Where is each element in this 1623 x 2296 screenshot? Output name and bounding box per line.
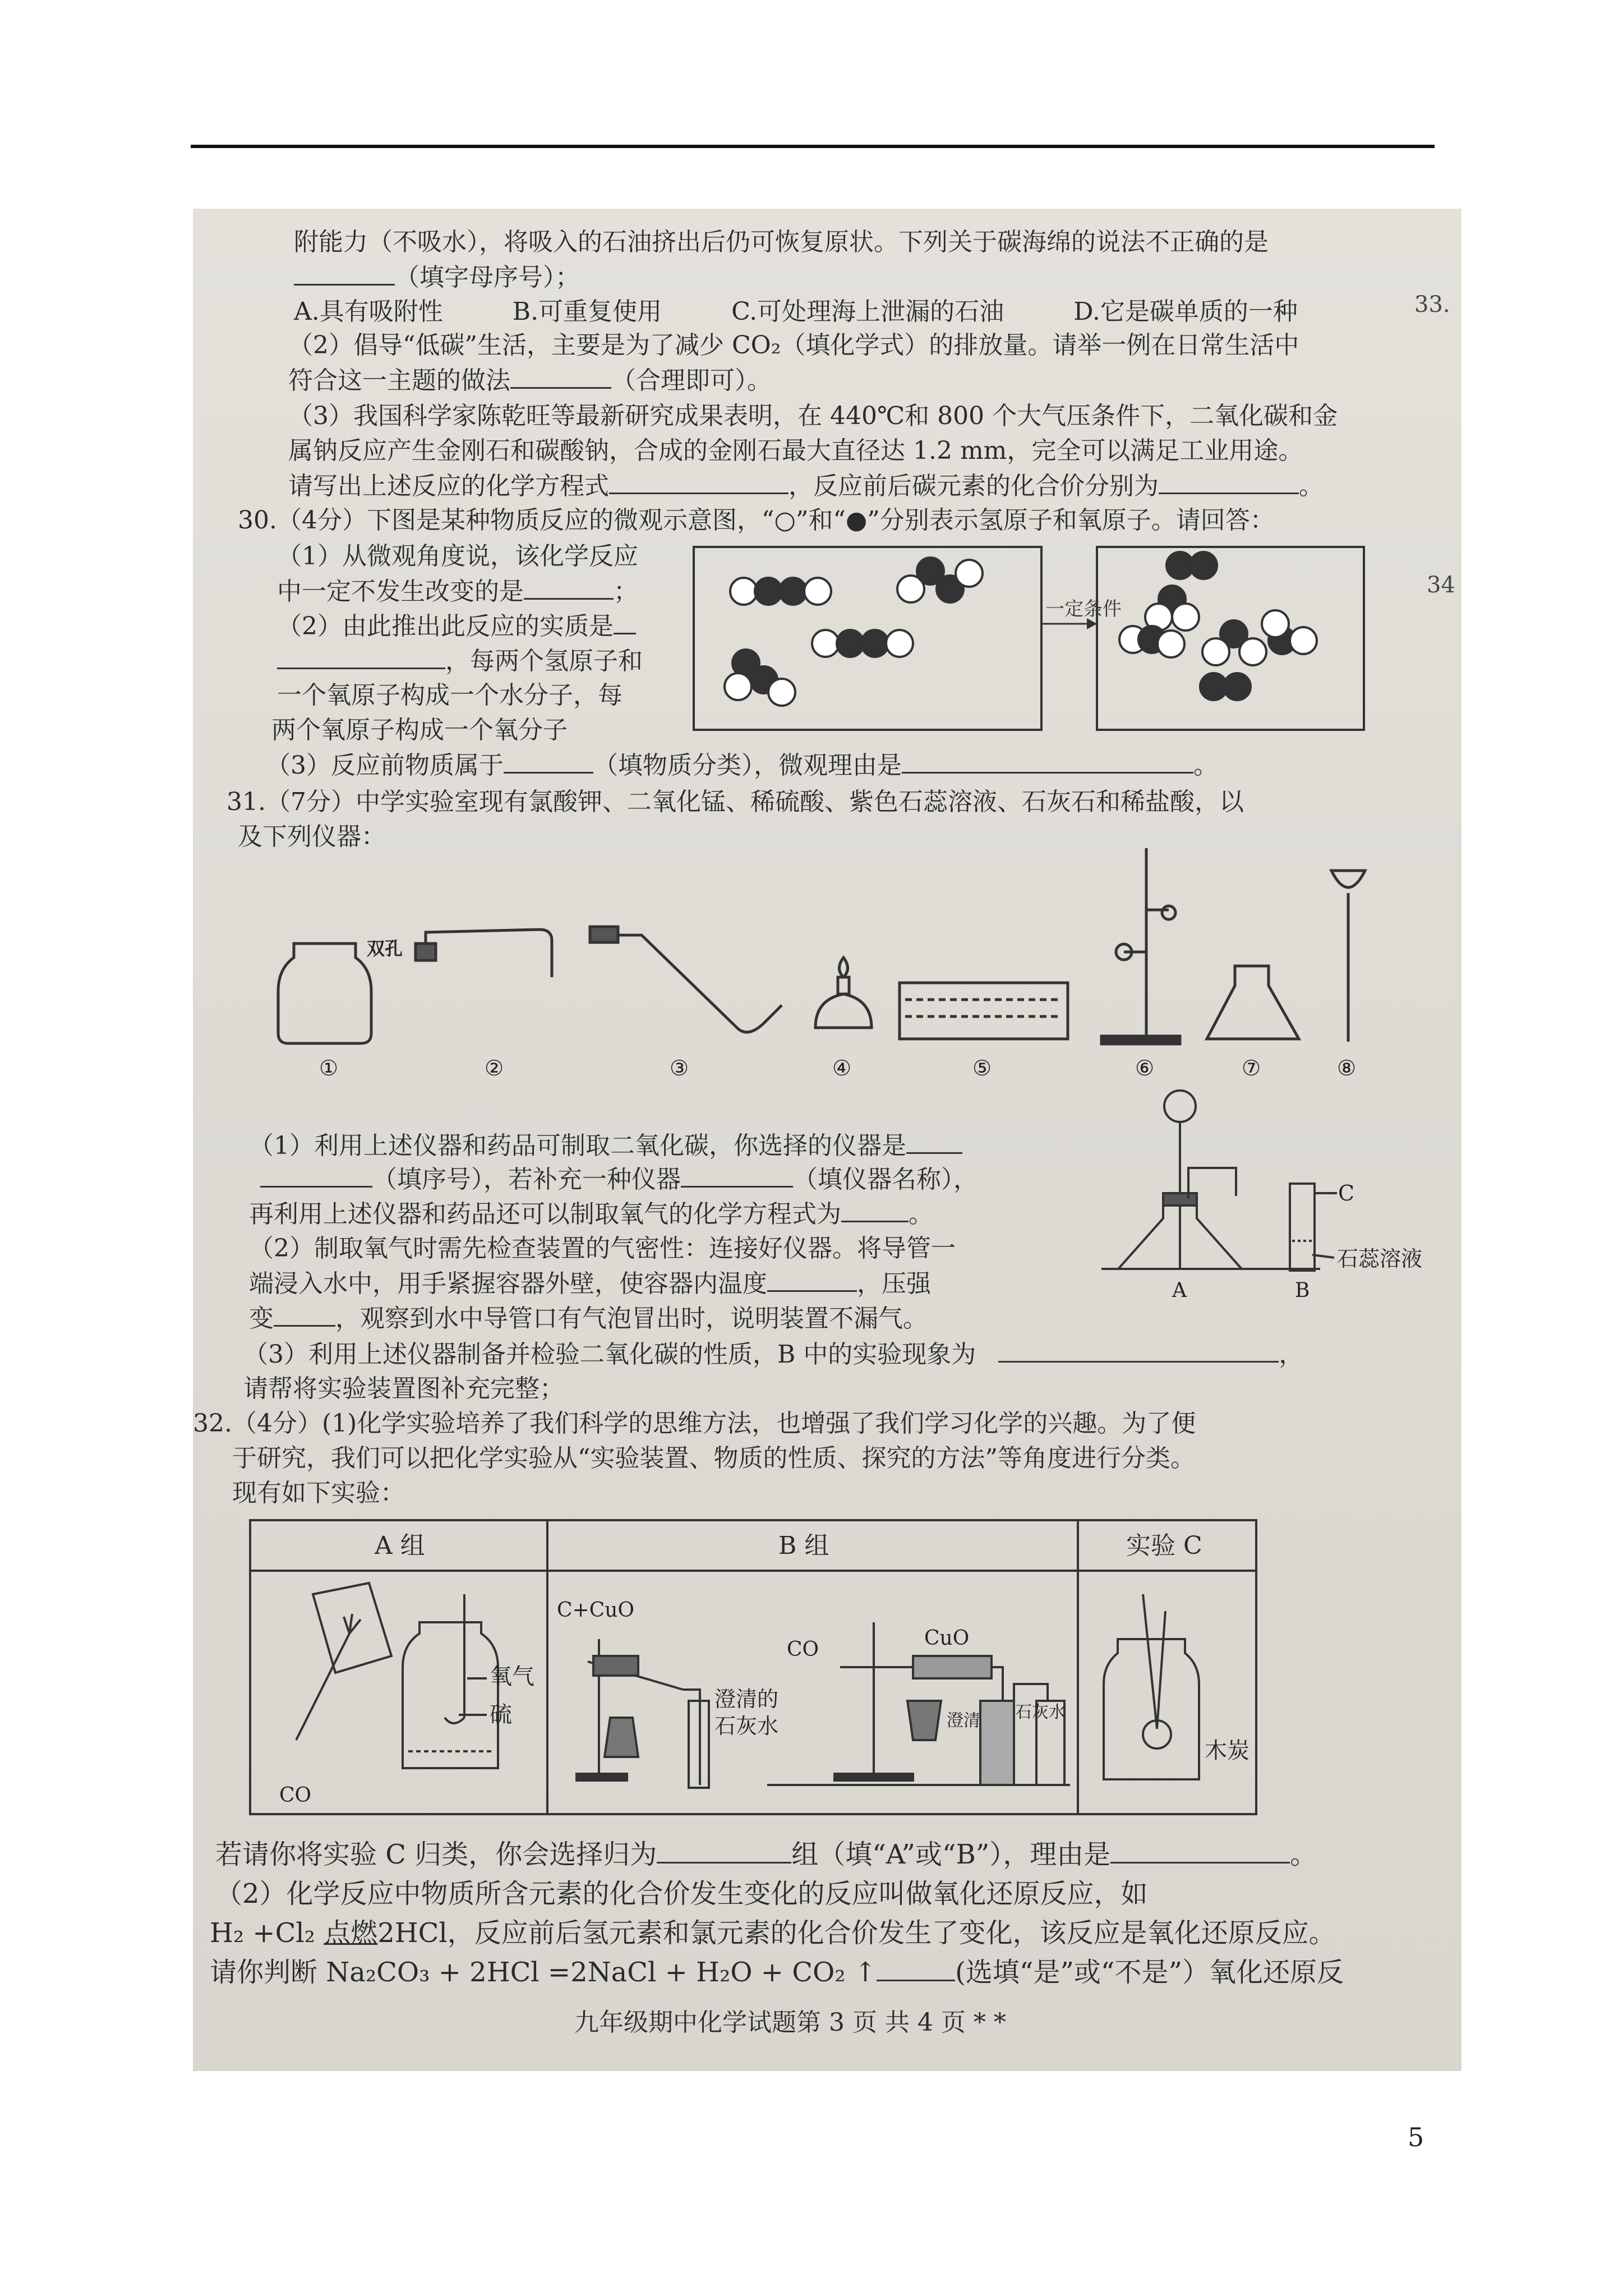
q29-options bbox=[294, 295, 1298, 329]
margin-label-34: 34 bbox=[1427, 572, 1455, 598]
q30-line1: （1）从微观角度说，该化学反应 bbox=[277, 542, 638, 570]
alcohol-lamp-icon bbox=[815, 958, 872, 1028]
apparatus-numbers bbox=[319, 1056, 1356, 1080]
label-a: A bbox=[1172, 1279, 1187, 1302]
q30-line6: 两个氧原子构成一个氧分子 bbox=[271, 716, 568, 744]
label-co-b: CO bbox=[787, 1638, 819, 1661]
label-b: B bbox=[1295, 1279, 1310, 1302]
q31-part3-line2: 请帮将实验装置图补充完整； bbox=[243, 1374, 564, 1403]
label-limewater2: 石灰水 bbox=[714, 1714, 779, 1738]
exam-photo bbox=[193, 209, 1461, 2071]
apparatus-row bbox=[249, 843, 1371, 1089]
label-c-cuo: C+CuO bbox=[557, 1599, 634, 1622]
num-7: ⑦ bbox=[1242, 1056, 1261, 1080]
option-a: A.具有吸附性 bbox=[294, 297, 443, 326]
two-hole-label: 双孔 bbox=[367, 938, 403, 959]
q29-part3-line3: 请写出上述反应的化学方程式 ，反应前后碳元素的化合价分别为 。 bbox=[288, 469, 1324, 503]
experiment-table bbox=[249, 1519, 1257, 1815]
label-vertical-limewater1: 澄清 bbox=[947, 1711, 980, 1731]
q29-part3-line2: 属钠反应产生金刚石和碳酸钠，合成的金刚石最大直径达 1.2 mm，完全可以满足工业用途。 bbox=[288, 436, 1303, 465]
label-charcoal: 木炭 bbox=[1205, 1738, 1249, 1764]
q29-part3-line1: （3）我国科学家陈乾旺等最新研究成果表明，在 440℃和 800 个大气压条件下，二氧化碳和金 bbox=[288, 402, 1338, 430]
label-litmus: 石蕊溶液 bbox=[1337, 1246, 1423, 1271]
funnel-icon bbox=[1331, 871, 1365, 1042]
bent-tube-icon bbox=[590, 927, 782, 1032]
page-number: 5 bbox=[1408, 2122, 1424, 2152]
option-b: B.可重复使用 bbox=[512, 297, 662, 326]
num-2: ② bbox=[485, 1056, 504, 1080]
conical-flask-icon bbox=[1207, 966, 1299, 1039]
label-limewater1: 澄清的 bbox=[714, 1687, 779, 1711]
water-trough-icon bbox=[900, 983, 1068, 1039]
q30-line5: 一个氧原子构成一个水分子，每 bbox=[277, 681, 623, 710]
q32-part2-line3: 请你判断 Na₂CO₃ + 2HCl =2NaCl + H₂O + CO₂ ↑ (选填“是”或“不是”）氧化还原反 bbox=[210, 1957, 1344, 1988]
option-d: D.它是碳单质的一种 bbox=[1073, 297, 1298, 326]
co2-apparatus-figure bbox=[1079, 1084, 1461, 1319]
exam-footer: 九年级期中化学试题第 3 页 共 4 页 * * bbox=[574, 2008, 1006, 2037]
q32-line2: 于研究，我们可以把化学实验从“实验装置、物质的性质、探究的方法”等角度进行分类。 bbox=[232, 1444, 1195, 1473]
label-cuo: CuO bbox=[924, 1627, 970, 1650]
num-5: ⑤ bbox=[972, 1056, 992, 1080]
q29-line2: （填字母序号）； bbox=[294, 260, 580, 295]
arrow-label: 一定条件 bbox=[1045, 598, 1122, 620]
num-4: ④ bbox=[832, 1056, 852, 1080]
molecule-diagram bbox=[692, 545, 1365, 736]
q30-line2: 中一定不发生改变的是 ； bbox=[277, 574, 638, 609]
q30-line7: （3）反应前物质属于 （填物质分类），微观理由是 。 bbox=[266, 748, 1218, 783]
q32-classify-line: 若请你将实验 C 归类，你会选择归为 组（填“A”或“B”），理由是 。 bbox=[215, 1839, 1317, 1870]
label-oxygen: 氧气 bbox=[490, 1664, 534, 1690]
table-header-a: A 组 bbox=[375, 1531, 425, 1560]
q32-line3: 现有如下实验： bbox=[232, 1479, 405, 1507]
q32-part2-line1: （2）化学反应中物质所含元素的化合价发生变化的反应叫做氧化还原反应，如 bbox=[215, 1878, 1148, 1910]
label-sulfur: 硫 bbox=[490, 1702, 512, 1728]
q31-heading-line1: 31.（7分）中学实验室现有氯酸钾、二氧化锰、稀硫酸、紫色石蕊溶液、石灰石和稀盐酸，以 bbox=[227, 788, 1244, 816]
q31-part2-line2: 端浸入水中，用手紧握容器外壁，使容器内温度 ，压强 bbox=[249, 1267, 931, 1301]
stopper-tube-icon bbox=[416, 930, 552, 977]
label-co-a: CO bbox=[279, 1784, 312, 1807]
q31-part1-line2: （填序号），若补充一种仪器 （填仪器名称）， bbox=[260, 1162, 978, 1197]
table-header-c: 实验 C bbox=[1126, 1531, 1202, 1560]
num-3: ③ bbox=[670, 1056, 689, 1080]
q29-part2-line1: （2）倡导“低碳”生活，主要是为了减少 CO₂（填化学式）的排放量。请举一例在日常生活中 bbox=[288, 331, 1299, 360]
iron-stand-icon bbox=[1101, 848, 1180, 1044]
num-8: ⑧ bbox=[1337, 1056, 1357, 1080]
margin-label-33: 33. bbox=[1414, 292, 1450, 318]
q30-heading: 30.（4分）下图是某种物质反应的微观示意图，“○”和“●”分别表示氢原子和氧原子。请回答： bbox=[238, 506, 1275, 535]
reaction-condition: 点燃 bbox=[324, 1917, 378, 1949]
label-vertical-limewater2: 石灰水 bbox=[1015, 1703, 1066, 1722]
header-rule bbox=[191, 145, 1435, 148]
q31-part1-line1: （1）利用上述仪器和药品可制取二氧化碳，你选择的仪器是 bbox=[249, 1129, 962, 1163]
table-header-b: B 组 bbox=[778, 1531, 829, 1560]
bottle-icon bbox=[278, 944, 371, 1043]
option-c: C.可处理海上泄漏的石油 bbox=[731, 297, 1004, 326]
q32-line1: 32.（4分）(1)化学实验培养了我们科学的思维方法，也增强了我们学习化学的兴趣。为了便 bbox=[193, 1409, 1196, 1438]
q31-part1-line3: 再利用上述仪器和药品还可以制取氧气的化学方程式为 。 bbox=[249, 1197, 933, 1231]
num-6: ⑥ bbox=[1135, 1056, 1155, 1080]
q31-heading-line2: 及下列仪器： bbox=[238, 822, 386, 851]
q31-part2-line1: （2）制取氧气时需先检查装置的气密性：连接好仪器。将导管一 bbox=[249, 1234, 956, 1263]
q31-part3-line1: （3）利用上述仪器制备并检验二氧化碳的性质，B 中的实验现象为 ， bbox=[243, 1337, 1303, 1372]
q32-part2-line2: H₂ +Cl₂ 点燃2HCl，反应前后氢元素和氯元素的化合价发生了变化，该反应是氧化还原反应。 bbox=[210, 1917, 1336, 1949]
q30-line3: （2）由此推出此反应的实质是 bbox=[277, 609, 636, 643]
experiment-drawings bbox=[251, 1572, 1255, 1813]
q31-part2-line3: 变 ，观察到水中导管口有气泡冒出时，说明装置不漏气。 bbox=[249, 1301, 928, 1336]
q29-line1: 附能力（不吸水），将吸入的石油挤出后仍可恢复原状。下列关于碳海绵的说法不正确的是 bbox=[294, 228, 1269, 256]
num-1: ① bbox=[319, 1056, 339, 1080]
q29-part2-line2: 符合这一主题的做法 （合理即可）。 bbox=[288, 364, 772, 398]
label-c: C bbox=[1338, 1181, 1355, 1205]
q30-line4: ，每两个氢原子和 bbox=[277, 644, 643, 678]
